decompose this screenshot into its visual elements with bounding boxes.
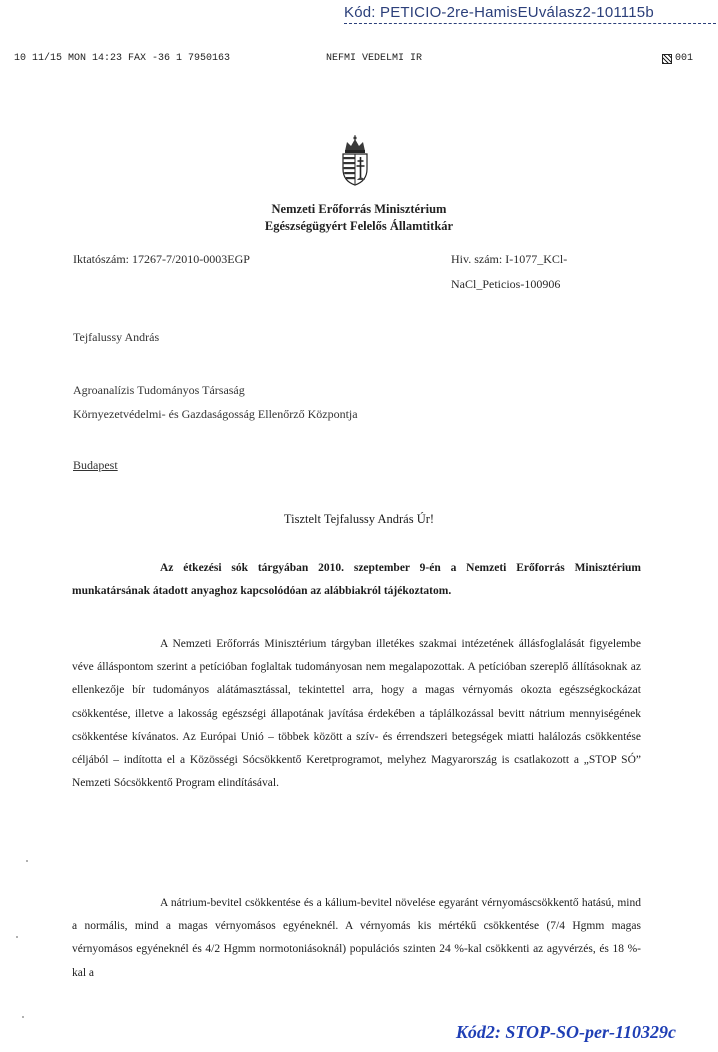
paragraph-3-text: A nátrium-bevitel csökkentése és a kálium-bevitel növelése egyaránt vérnyomáscsökkentő hatású, mind a normális, mind a magas vérnyomásos egyéneknél. A vérnyomás kis mértékű csökkentése (7/4 Hgmm magas vérnyomásos egyéneknél és 4/2 Hgmm normotoniásoknál) populációs szinten 24 %-kal csökkenti az agyvérzés, és 18 %-kal a xyxy=(72,897,641,979)
document-code-footer: Kód2: STOP-SO-per-110329c xyxy=(455,1022,676,1042)
fax-header-center: NEFMI VEDELMI IR xyxy=(326,53,423,64)
header-dashed-rule xyxy=(344,23,716,24)
scan-speck xyxy=(22,1016,24,1018)
paragraph-1 xyxy=(72,557,641,603)
document-code-header: Kód: PETICIO-2re-HamisEUválasz2-101115b xyxy=(344,4,654,21)
fax-page-icon xyxy=(662,54,672,64)
salutation: Tisztelt Tejfalussy András Úr! xyxy=(283,512,435,526)
recipient-name: Tejfalussy András xyxy=(73,330,160,344)
paragraph-2 xyxy=(72,633,641,795)
paragraph-1-text: Az étkezési sók tárgyában 2010. szeptember 9-én a Nemzeti Erőforrás Minisztérium munkatársának átadott anyaghoz kapcsolódóan az alábbiakról tájékoztatom. xyxy=(72,562,641,598)
recipient-city: Budapest xyxy=(73,458,118,472)
scan-speck xyxy=(26,860,28,862)
ministry-department: Egészségügyért Felelős Államtitkár xyxy=(264,219,454,233)
recipient-organization-unit: Környezetvédelmi- és Gazdaságosság Ellenőrző Központja xyxy=(73,407,358,421)
reference-number-line2: NaCl_Peticios-100906 xyxy=(451,277,561,291)
fax-header-left: 10 11/15 MON 14:23 FAX -36 1 7950163 xyxy=(14,53,231,64)
recipient-organization: Agroanalízis Tudományos Társaság xyxy=(73,383,245,397)
reference-number-line1: Hiv. szám: I-1077_KCl- xyxy=(451,252,568,266)
fax-header-right xyxy=(662,53,693,64)
fax-page-number: 001 xyxy=(675,53,694,64)
paragraph-2-text: A Nemzeti Erőforrás Minisztérium tárgyban illetékes szakmai intézetének állásfoglalását figyelembe véve álláspontom szerint a petícióban foglaltak tudományosan nem megalapozottak. A petícióban szereplő állításoknak az ellenkezője bír tudományos alátámasztással, tekintettel arra, hogy a magas vérnyomás okozta egészségkockázat csökkentése, illetve a lakosság egészségi állapotának javítása érdekében a táplálkozással bevitt nátrium mennyiségének csökkentése kívánatos. Az Európai Unió – többek között a szív- és érrendszeri betegségek miatti halálozás csökkentése céljából – indította el a Közösségi Sócsökkentő Keretprogramot, melyhez Magyarország is csatlakozott a „STOP SÓ” Nemzeti Sócsökkentő Program elindításával. xyxy=(72,638,641,790)
scan-speck xyxy=(16,936,18,938)
ministry-name: Nemzeti Erőforrás Minisztérium xyxy=(271,202,447,216)
hungarian-coat-of-arms-icon xyxy=(338,135,372,187)
registration-number: Iktatószám: 17267-7/2010-0003EGP xyxy=(73,252,250,266)
paragraph-3 xyxy=(72,892,641,985)
